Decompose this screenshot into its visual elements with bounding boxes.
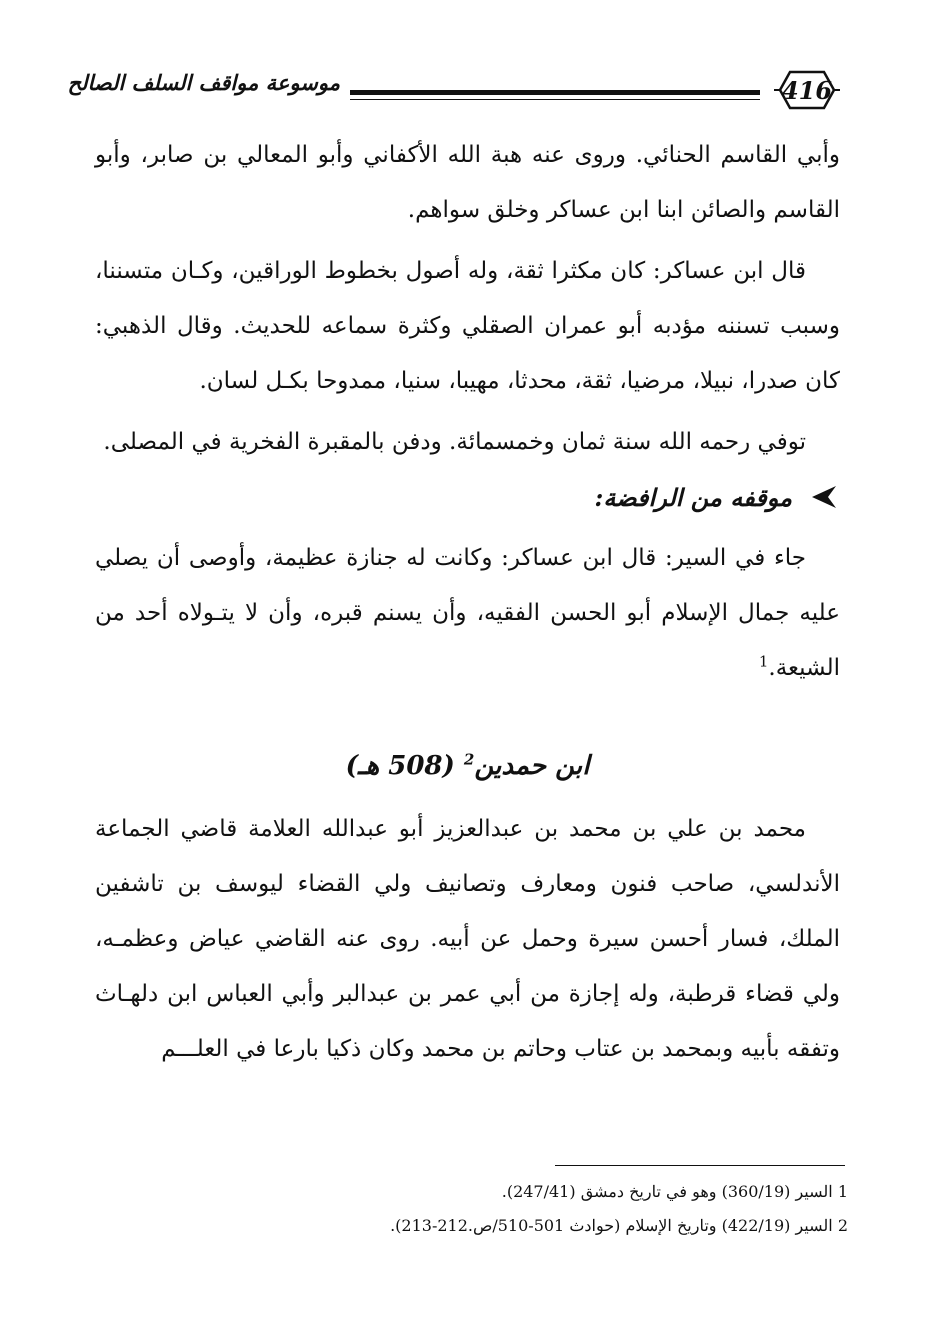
footnote-1-text: السير (360/19) وهو في تاريخ دمشق (247/41). [501,1182,833,1201]
arrow-bullet-icon [808,484,838,510]
paragraph-2: قال ابن عساكر: كان مكثرا ثقة، وله أصول بخطوط الوراقين، وكـان متسننا، وسبب تسننه مؤدبه أبو عمران الصقلي وكثرة سماعه للحديث. وقال الذهبي: كان صدرا، نبيلا، مرضيا، ثقة، محدثا، مهيبا، سنيا، ممدوحا بكـل لسان. [95,258,840,394]
header-rule-thin [350,99,760,100]
paragraph-1: وأبي القاسم الحنائي. وروى عنه هبة الله الأكفاني وأبو المعالي بن صابر، وأبو القاسم والصائن ابنا ابن عساكر وخلق سواهم. [95,142,840,223]
footnotes [300,1175,848,1243]
paragraph-5: محمد بن علي بن محمد بن عبدالعزيز أبو عبدالله العلامة قاضي الجماعة الأندلسي، صاحب فنون ومعارف وتصانيف ولي القضاء ليوسف بن تاشفين الملك، فسار أحسن سيرة وحمل عن أبيه. روى عنه القاضي عياض وعظمـه، ولي قضاء قرطبة، وله إجازة من أبي عمر بن عبدالبر وأبي العباس ابن دلهـاث وتفقه بأبيه وبمحمد بن عتاب وحاتم بن محمد وكان ذكيا بارعا في العلـــم [95,816,840,1062]
paragraph-4 [95,531,840,696]
section-title [95,736,840,796]
footnote-1-num: 1 [837,1182,848,1201]
footnote-ref-1: 1 [758,652,769,671]
footnote-2-text: السير (422/19) وتاريخ الإسلام (حوادث 501-510/ص.212-213). [390,1216,833,1235]
page-number-ornament [772,68,842,112]
paragraph-4-text: جاء في السير: قال ابن عساكر: وكانت له جنازة عظيمة، وأوصى أن يصلي عليه جمال الإسلام أبو الحسن الفقيه، وأن يسنم قبره، وأن لا يتـولاه أحد من الشيعة. [95,545,840,681]
footnote-2-num: 2 [837,1216,848,1235]
paragraph-3: توفي رحمه الله سنة ثمان وخمسمائة. ودفن بالمقبرة الفخرية في المصلى. [103,429,806,455]
subheading [95,470,840,525]
header-rule-thick [350,90,760,95]
subheading-text: موقفه من الرافضة: [594,483,792,512]
page-number: 416 [781,76,833,105]
section-title-year: (508 هـ) [345,751,455,781]
book-title: موسوعة مواقف السلف الصالح [67,70,340,95]
page-header [67,62,850,124]
footnote-separator [555,1165,845,1166]
main-text [95,128,840,1077]
section-title-name: ابن حمدين [474,751,590,781]
footnote-ref-2: 2 [463,750,475,769]
footnote-2 [300,1209,848,1243]
footnote-1 [300,1175,848,1209]
